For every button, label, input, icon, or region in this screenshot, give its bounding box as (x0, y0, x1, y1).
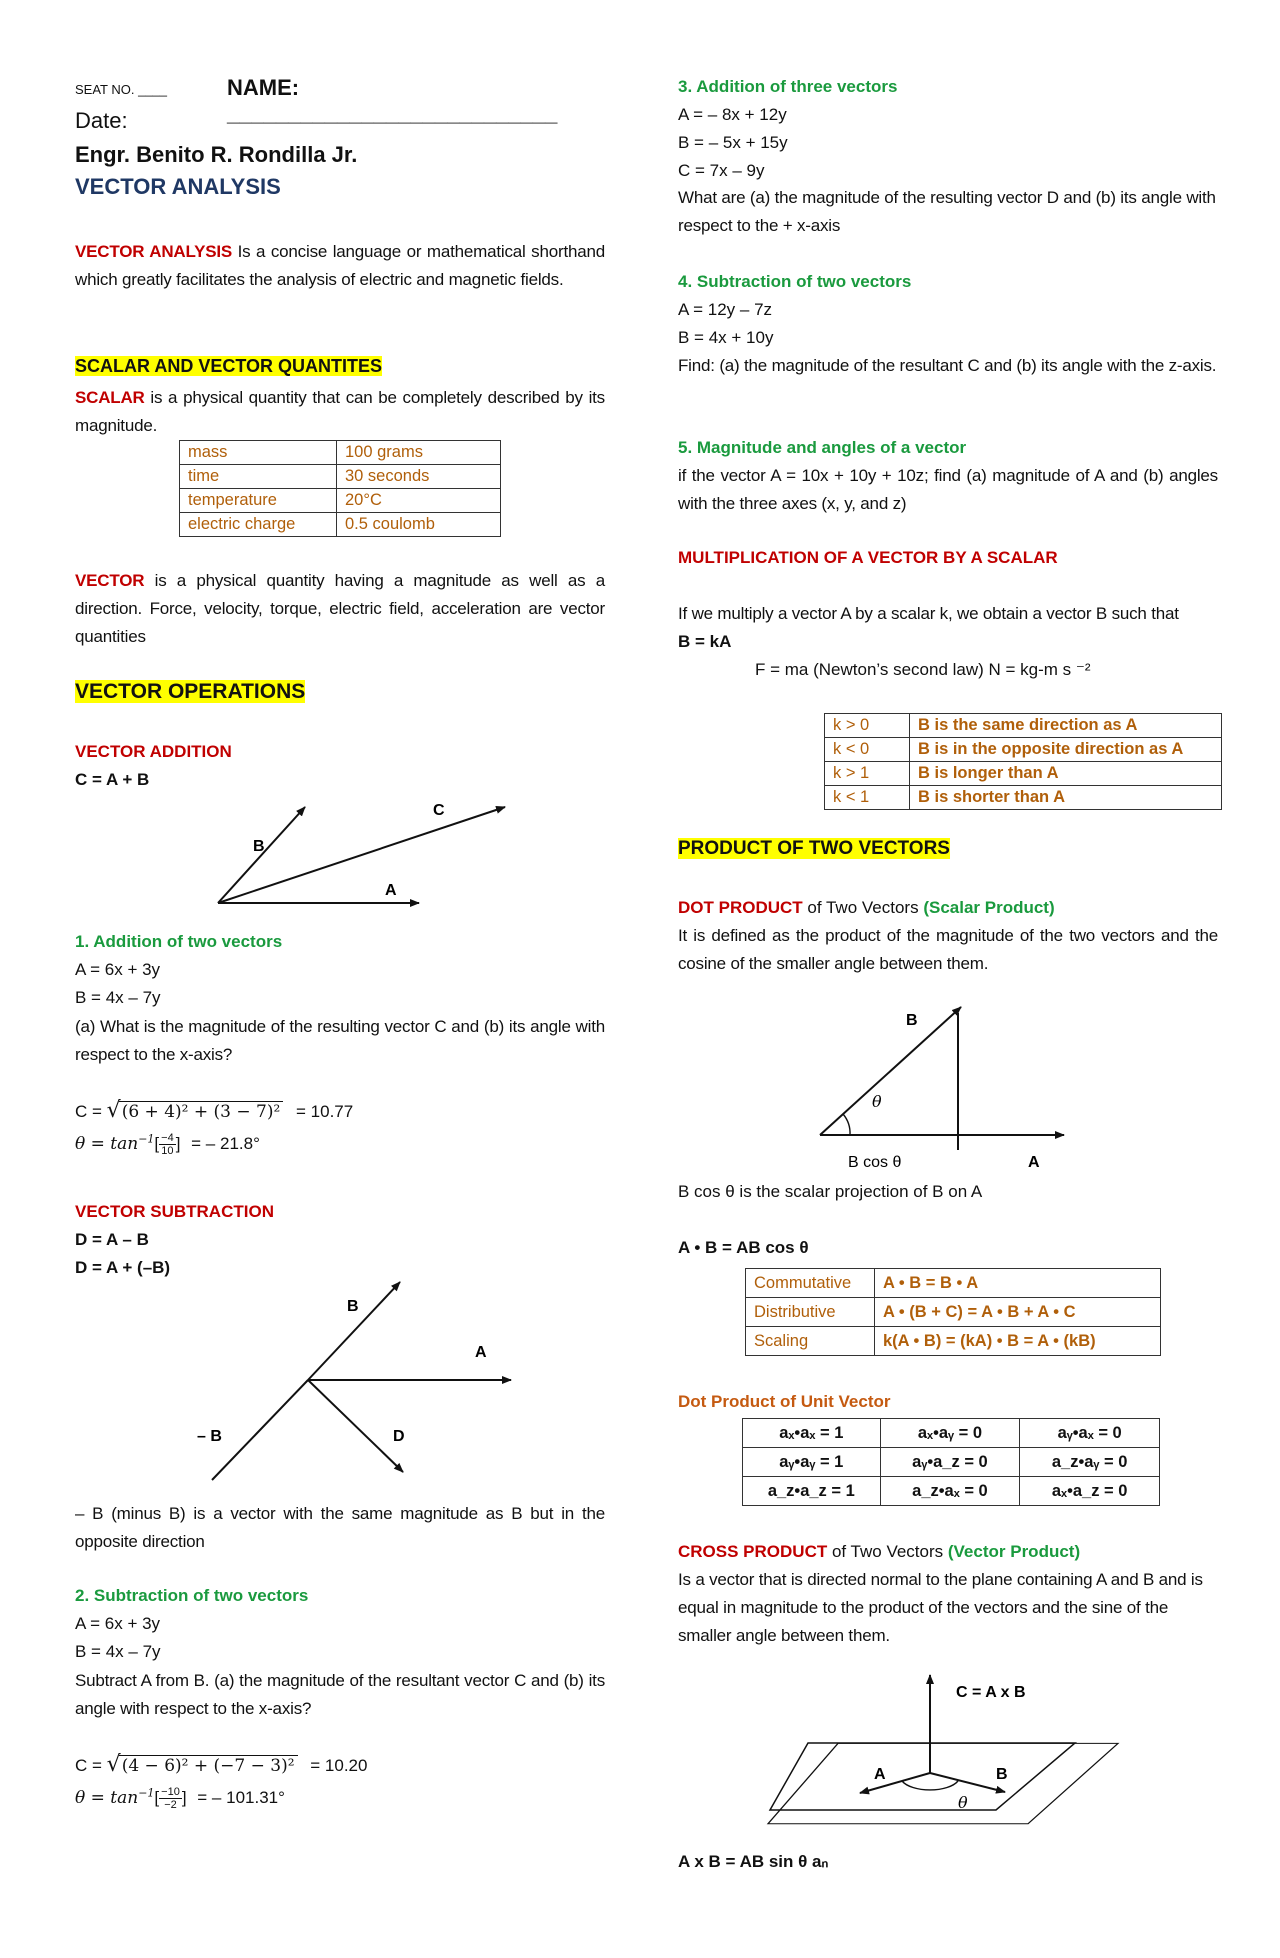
table-cell: aₓ•a_z = 0 (1020, 1477, 1160, 1506)
table-row (743, 1448, 1160, 1477)
ex2-angle: $\theta = \tan^{-1}$[ $\frac{-10}{-2}$ ] = – 101.31° (75, 1786, 285, 1811)
intro-text: Is a concise language or mathematical shorthand which greatly facilitates the analysis of electric and magnetic fields. (75, 242, 605, 289)
dot-mid: of Two Vectors (802, 898, 924, 917)
ex4-title: 4. Subtraction of two vectors (678, 272, 912, 291)
ex1-ang-num: −4 (161, 1132, 174, 1144)
table-cell: a_z•aᵧ = 0 (1020, 1448, 1160, 1477)
table-cell: Scaling (746, 1327, 875, 1356)
table-row (743, 1477, 1160, 1506)
ex2-mag-value: = 10.20 (310, 1756, 368, 1775)
ex5-title: 5. Magnitude and angles of a vector (678, 438, 967, 457)
label-a: A (874, 1766, 886, 1783)
label-bcos: B cos θ (848, 1154, 902, 1171)
intro-term: VECTOR ANALYSIS (75, 242, 233, 261)
vector-text: is a physical quantity having a magnitude as well as a direction. Force, velocity, torque, electric field, acceleration are vector quantities (75, 571, 605, 646)
sqrt-icon: √ (106, 1098, 121, 1123)
ex4-question: Find: (a) the magnitude of the resultant C and (b) its angle with the z-axis. (678, 356, 1217, 375)
label-b: B (906, 1012, 918, 1029)
doc-title: VECTOR ANALYSIS (75, 174, 281, 199)
table-cell: B is longer than A (910, 762, 1222, 786)
product-heading-text: PRODUCT OF TWO VECTORS (678, 838, 950, 859)
author: Engr. Benito R. Rondilla Jr. (75, 142, 358, 167)
table-cell: k > 1 (825, 762, 910, 786)
ex1-mag-value: = 10.77 (296, 1102, 354, 1121)
table-cell: k < 1 (825, 786, 910, 810)
ex2-question: Subtract A from B. (a) the magnitude of the resultant vector C and (b) its angle with respect to the x-axis? (75, 1671, 605, 1718)
table-cell: 20°C (337, 489, 501, 513)
ex2-line1: A = 6x + 3y (75, 1614, 161, 1633)
unit-dot-table (742, 1418, 1160, 1506)
ex3-title: 3. Addition of three vectors (678, 77, 898, 96)
dot-text: It is defined as the product of the magnitude of the two vectors and the cosine of the smaller angle between them. (678, 926, 1218, 973)
angle-arc (902, 1781, 958, 1790)
table-cell: a_z•aₓ = 0 (880, 1477, 1020, 1506)
table-row (180, 441, 501, 465)
vector-minus-b-line (212, 1380, 308, 1480)
label-a: A (385, 882, 397, 899)
cross-product-figure (678, 1670, 1218, 1830)
ex4-line2: B = 4x + 10y (678, 328, 774, 347)
scalar-table (179, 440, 501, 537)
label-a: A (475, 1344, 487, 1361)
ex2-ang-value: = – 101.31° (197, 1787, 285, 1807)
table-cell: aₓ•aₓ = 1 (743, 1419, 881, 1448)
scalar-vector-heading (75, 356, 382, 377)
ex2-mag-lhs: C = (75, 1756, 102, 1775)
mult-text: If we multiply a vector A by a scalar k, we obtain a vector B such that (678, 604, 1179, 623)
table-cell: mass (180, 441, 337, 465)
cross-text: Is a vector that is directed normal to the plane containing A and B and is equal in magnitude to the product of the vectors and the sine of the smaller angle between them. (678, 1570, 1203, 1645)
ex2-fraction (159, 1786, 182, 1811)
subtraction-heading: VECTOR SUBTRACTION (75, 1202, 274, 1221)
ex3-line1: A = – 8x + 12y (678, 105, 787, 124)
table-cell: electric charge (180, 513, 337, 537)
name-label: NAME: ___________________________ (227, 75, 558, 126)
ex3-question: What are (a) the magnitude of the resulting vector D and (b) its angle with respect to the + x-axis (678, 188, 1216, 235)
scalar-term: SCALAR (75, 388, 145, 407)
label-b: B (347, 1298, 359, 1315)
table-cell: B is the same direction as A (910, 714, 1222, 738)
table-row (746, 1269, 1161, 1298)
dot-term: DOT PRODUCT (678, 898, 803, 917)
table-cell: 30 seconds (337, 465, 501, 489)
table-cell: time (180, 465, 337, 489)
vector-addition-figure (75, 795, 605, 935)
minus-b-text: – B (minus B) is a vector with the same magnitude as B but in the opposite direction (75, 1504, 605, 1551)
table-cell: k(A • B) = (kA) • B = A • (kB) (875, 1327, 1161, 1356)
addition-heading: VECTOR ADDITION (75, 742, 232, 761)
date-label: Date: (75, 108, 128, 133)
label-d: D (393, 1428, 405, 1445)
mult-formula: B = kA (678, 632, 732, 651)
ex2-ang-lhs: θ = tan (75, 1787, 139, 1808)
table-row (743, 1419, 1160, 1448)
table-row (180, 513, 501, 537)
table-row (825, 738, 1222, 762)
table-cell: aᵧ•aᵧ = 1 (743, 1448, 881, 1477)
seat-label: SEAT NO. ____ (75, 82, 168, 97)
operations-heading (75, 680, 305, 704)
vector-term: VECTOR (75, 571, 145, 590)
table-cell: A • B = B • A (875, 1269, 1161, 1298)
cross-product-heading (678, 1542, 1080, 1562)
label-theta: θ (872, 1092, 882, 1111)
table-cell: B is shorter than A (910, 786, 1222, 810)
scalar-multiply-table (824, 713, 1222, 810)
vector-paragraph (75, 567, 605, 651)
table-row (180, 489, 501, 513)
ex1-ang-value: = – 21.8° (191, 1133, 260, 1153)
ex2-line2: B = 4x – 7y (75, 1642, 161, 1661)
ex3-line3: C = 7x – 9y (678, 161, 765, 180)
mult-heading: MULTIPLICATION OF A VECTOR BY A SCALAR (678, 548, 1058, 567)
vector-d-arrow (308, 1380, 403, 1472)
table-row (180, 465, 501, 489)
unit-dot-heading: Dot Product of Unit Vector (678, 1392, 891, 1411)
table-cell: k < 0 (825, 738, 910, 762)
cross-paren: (Vector Product) (947, 1542, 1081, 1561)
cross-mid: of Two Vectors (827, 1542, 948, 1561)
label-a: A (1028, 1154, 1040, 1171)
ex2-title: 2. Subtraction of two vectors (75, 1586, 309, 1605)
ex1-angle: $\theta = \tan^{-1}$[ $\frac{-4}{10}$ ] = – 21.8° (75, 1132, 260, 1157)
scalar-vector-heading-text: SCALAR AND VECTOR QUANTITES (75, 356, 383, 376)
label-b: B (253, 838, 265, 855)
table-row (825, 714, 1222, 738)
table-cell: a_z•a_z = 1 (743, 1477, 881, 1506)
newton-law: F = ma (Newton’s second law) N = kg-m s ⁻² (755, 660, 1091, 679)
dot-properties-table (745, 1268, 1161, 1356)
cross-term: CROSS PRODUCT (678, 1542, 828, 1561)
table-cell: 100 grams (337, 441, 501, 465)
ex2-mag-expr: (4 − 6)² + (−7 − 3)² (119, 1755, 298, 1776)
plane (768, 1743, 1118, 1823)
table-cell: aᵧ•a_z = 0 (880, 1448, 1020, 1477)
scalar-paragraph (75, 384, 605, 440)
ex4-line1: A = 12y – 7z (678, 300, 773, 319)
table-cell: k > 0 (825, 714, 910, 738)
vector-b-arrow (820, 1007, 961, 1135)
operations-heading-text: VECTOR OPERATIONS (75, 680, 306, 703)
ex1-title: 1. Addition of two vectors (75, 932, 283, 951)
ex1-ang-lhs: θ = tan (75, 1133, 139, 1154)
ex2-ang-num: −10 (161, 1786, 180, 1798)
ex2-ang-den: −2 (164, 1799, 177, 1811)
table-cell: 0.5 coulomb (337, 513, 501, 537)
table-cell: A • (B + C) = A • B + A • C (875, 1298, 1161, 1327)
vector-subtraction-figure (75, 1275, 605, 1495)
dot-formula: A • B = AB cos θ (678, 1238, 809, 1257)
label-minus-b: – B (197, 1428, 222, 1445)
ex5-question: if the vector A = 10x + 10y + 10z; find (a) magnitude of A and (b) angles with the three axes (x, y, and z) (678, 466, 1218, 513)
projection-text: B cos θ is the scalar projection of B on A (678, 1182, 983, 1201)
label-theta: θ (958, 1793, 968, 1812)
dot-product-heading (678, 898, 1055, 918)
table-cell: Commutative (746, 1269, 875, 1298)
intro-paragraph (75, 238, 605, 294)
ex1-line2: B = 4x – 7y (75, 988, 161, 1007)
table-row (746, 1298, 1161, 1327)
ex1-magnitude (75, 1098, 353, 1123)
table-cell: B is in the opposite direction as A (910, 738, 1222, 762)
addition-formula: C = A + B (75, 770, 150, 789)
table-row (746, 1327, 1161, 1356)
label-c: C = A x B (956, 1684, 1026, 1701)
ex1-ang-den: 10 (161, 1145, 174, 1157)
table-cell: aᵧ•aₓ = 0 (1020, 1419, 1160, 1448)
table-row (825, 762, 1222, 786)
cross-formula: A x B = AB sin θ aₙ (678, 1852, 829, 1871)
vector-b-arrow (308, 1282, 400, 1380)
ex3-line2: B = – 5x + 15y (678, 133, 788, 152)
label-c: C (433, 802, 445, 819)
table-cell: aₓ•aᵧ = 0 (880, 1419, 1020, 1448)
dot-paren: (Scalar Product) (923, 898, 1055, 917)
plane-outline (770, 1743, 1075, 1810)
ex1-question: (a) What is the magnitude of the resulting vector C and (b) its angle with respect to the x-axis? (75, 1017, 605, 1064)
sqrt-icon: √ (106, 1752, 121, 1777)
table-cell: temperature (180, 489, 337, 513)
sub-formula-2: D = A + (–B) (75, 1258, 171, 1277)
ex1-line1: A = 6x + 3y (75, 960, 161, 979)
angle-arc (843, 1114, 850, 1135)
sub-formula-1: D = A – B (75, 1230, 149, 1249)
product-heading (678, 838, 950, 860)
table-cell: Distributive (746, 1298, 875, 1327)
table-row (825, 786, 1222, 810)
vector-a-arrow (860, 1773, 930, 1793)
label-b: B (996, 1766, 1008, 1783)
ex1-fraction (159, 1132, 176, 1157)
ex1-mag-lhs: C = (75, 1102, 102, 1121)
scalar-text: is a physical quantity that can be completely described by its magnitude. (75, 388, 605, 435)
ex1-mag-expr: (6 + 4)² + (3 − 7)² (119, 1101, 284, 1122)
dot-product-figure (678, 995, 1218, 1175)
ex2-magnitude (75, 1752, 367, 1777)
